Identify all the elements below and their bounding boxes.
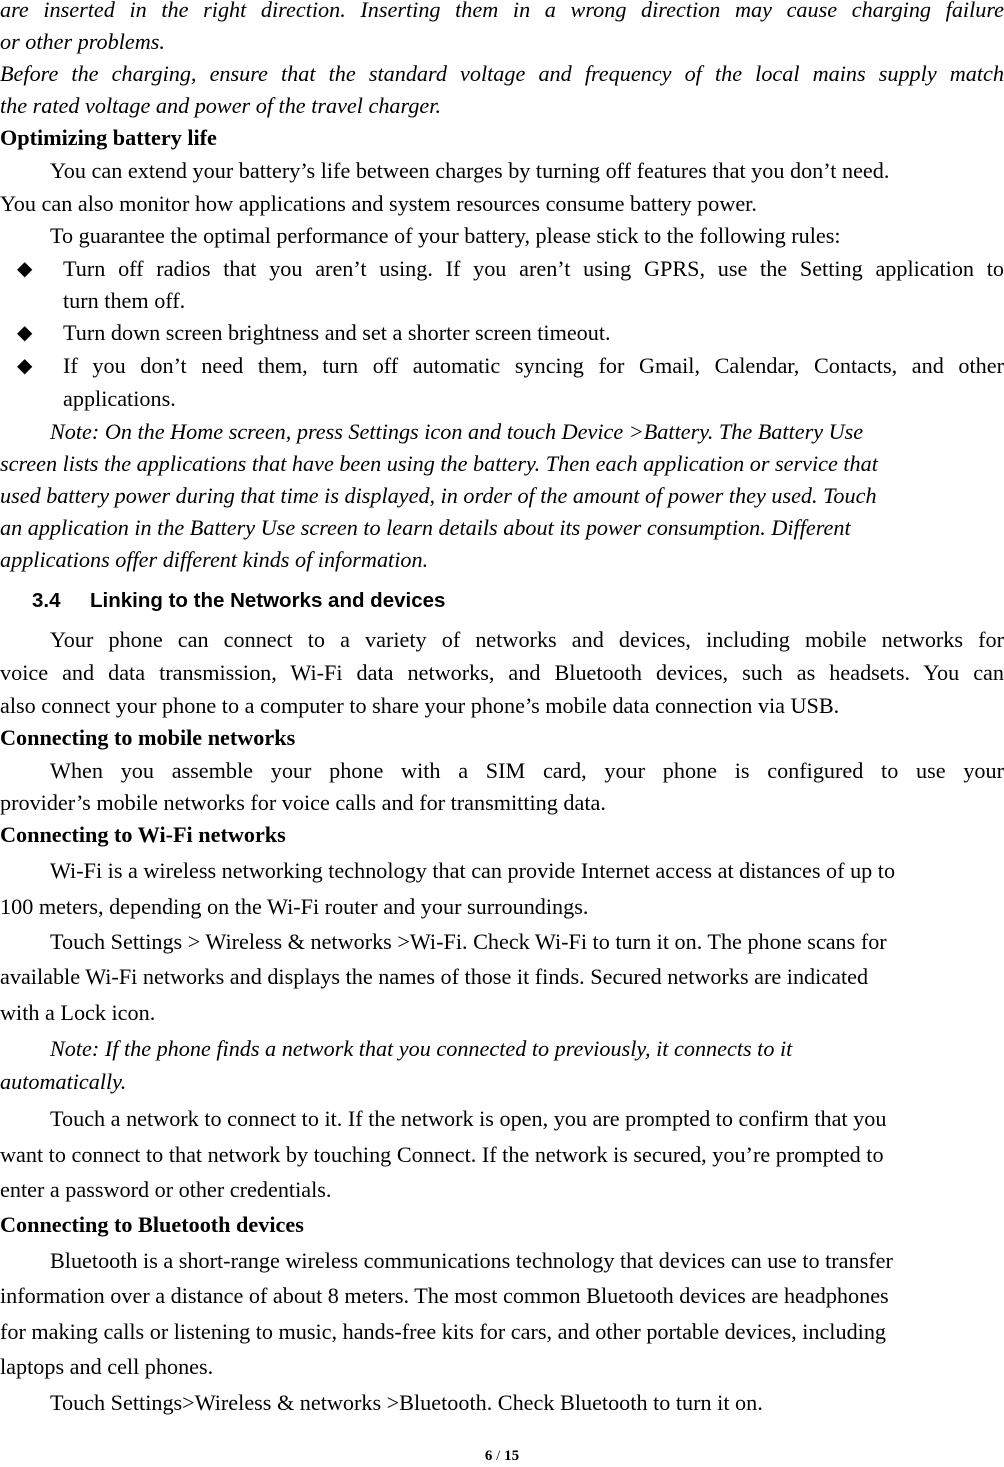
battery-paragraph-line: You can extend your battery’s life between charges by turning off features that you don’t need. <box>50 158 890 183</box>
diamond-bullet-icon: ◆ <box>17 355 33 377</box>
mobile-paragraph-line: provider’s mobile networks for voice calls and for transmitting data. <box>0 790 606 815</box>
wifi-note-line: Note: If the phone finds a network that you connected to previously, it connects to it <box>50 1036 793 1061</box>
battery-note-line: used battery power during that time is displayed, in order of the amount of power they used. Touch <box>0 483 877 508</box>
wifi-paragraph-line: 100 meters, depending on the Wi-Fi router and your surroundings. <box>0 894 589 919</box>
battery-rules-intro: To guarantee the optimal performance of your battery, please stick to the following rules: <box>50 223 841 248</box>
wifi-paragraph-line: available Wi-Fi networks and displays the names of those it finds. Secured networks are indicated <box>0 964 869 989</box>
battery-note-line: screen lists the applications that have been using the battery. Then each application or service that <box>0 451 878 476</box>
battery-paragraph-line: You can also monitor how applications and system resources consume battery power. <box>0 191 757 216</box>
wifi-paragraph-line: Touch Settings > Wireless & networks >Wi-Fi. Check Wi-Fi to turn it on. The phone scans for <box>50 929 887 954</box>
battery-note-line: Note: On the Home screen, press Settings icon and touch Device >Battery. The Battery Use <box>50 419 864 444</box>
mobile-heading: Connecting to mobile networks <box>0 725 296 750</box>
section-intro-line: Your phone can connect to a variety of networks and devices, including mobile networks for <box>50 627 1004 652</box>
charging-text-line: or other problems. <box>0 29 165 54</box>
charging-text-line: Before the charging, ensure that the standard voltage and frequency of the local mains supply match <box>0 61 1004 86</box>
charging-text-line: are inserted in the right direction. Inserting them in a wrong direction may cause charging failure <box>0 0 1004 22</box>
bluetooth-paragraph-line: for making calls or listening to music, hands-free kits for cars, and other portable devices, including <box>0 1319 887 1344</box>
bluetooth-paragraph-line: Touch Settings>Wireless & networks >Bluetooth. Check Bluetooth to turn it on. <box>50 1390 763 1415</box>
wifi-paragraph-line: Wi-Fi is a wireless networking technology that can provide Internet access at distances of up to <box>50 858 896 883</box>
wifi-heading: Connecting to Wi-Fi networks <box>0 822 286 847</box>
wifi-paragraph-line: want to connect to that network by touching Connect. If the network is secured, you’re prompted to <box>0 1142 884 1167</box>
wifi-paragraph-line: with a Lock icon. <box>0 1000 156 1025</box>
bluetooth-paragraph-line: laptops and cell phones. <box>0 1354 214 1379</box>
battery-note-line: an application in the Battery Use screen to learn details about its power consumption. Different <box>0 515 851 540</box>
total-pages: 15 <box>504 1448 520 1464</box>
bluetooth-paragraph-line: information over a distance of about 8 meters. The most common Bluetooth devices are headphones <box>0 1283 889 1308</box>
diamond-bullet-icon: ◆ <box>17 258 33 280</box>
charging-text-line: the rated voltage and power of the travel charger. <box>0 93 441 118</box>
current-page: 6 <box>484 1448 493 1464</box>
page-separator: / <box>496 1448 501 1464</box>
mobile-paragraph-line: When you assemble your phone with a SIM card, your phone is configured to use your <box>50 758 1004 783</box>
wifi-note-line: automatically. <box>0 1069 127 1094</box>
bullet-text-line: Turn off radios that you aren’t using. If you aren’t using GPRS, use the Setting application to <box>63 256 1004 281</box>
section-intro-line: voice and data transmission, Wi-Fi data networks, and Bluetooth devices, such as headsets. You can <box>0 660 1004 685</box>
section-number: 3.4 <box>32 589 61 612</box>
page-number <box>0 1446 1004 1466</box>
bullet-text-line: turn them off. <box>63 288 186 313</box>
bullet-text-line: Turn down screen brightness and set a shorter screen timeout. <box>63 320 611 345</box>
wifi-paragraph-line: enter a password or other credentials. <box>0 1177 332 1202</box>
battery-heading: Optimizing battery life <box>0 125 217 150</box>
diamond-bullet-icon: ◆ <box>17 322 33 344</box>
section-heading <box>32 587 445 615</box>
section-title: Linking to the Networks and devices <box>90 589 446 612</box>
bluetooth-paragraph-line: Bluetooth is a short-range wireless communications technology that devices can use to transfer <box>50 1248 893 1273</box>
bluetooth-heading: Connecting to Bluetooth devices <box>0 1212 304 1237</box>
bullet-text-line: If you don’t need them, turn off automatic syncing for Gmail, Calendar, Contacts, and other <box>63 353 1004 378</box>
wifi-paragraph-line: Touch a network to connect to it. If the network is open, you are prompted to confirm that you <box>50 1106 887 1131</box>
bullet-text-line: applications. <box>63 386 176 411</box>
section-intro-line: also connect your phone to a computer to share your phone’s mobile data connection via USB. <box>0 693 840 718</box>
battery-note-line: applications offer different kinds of information. <box>0 547 429 572</box>
